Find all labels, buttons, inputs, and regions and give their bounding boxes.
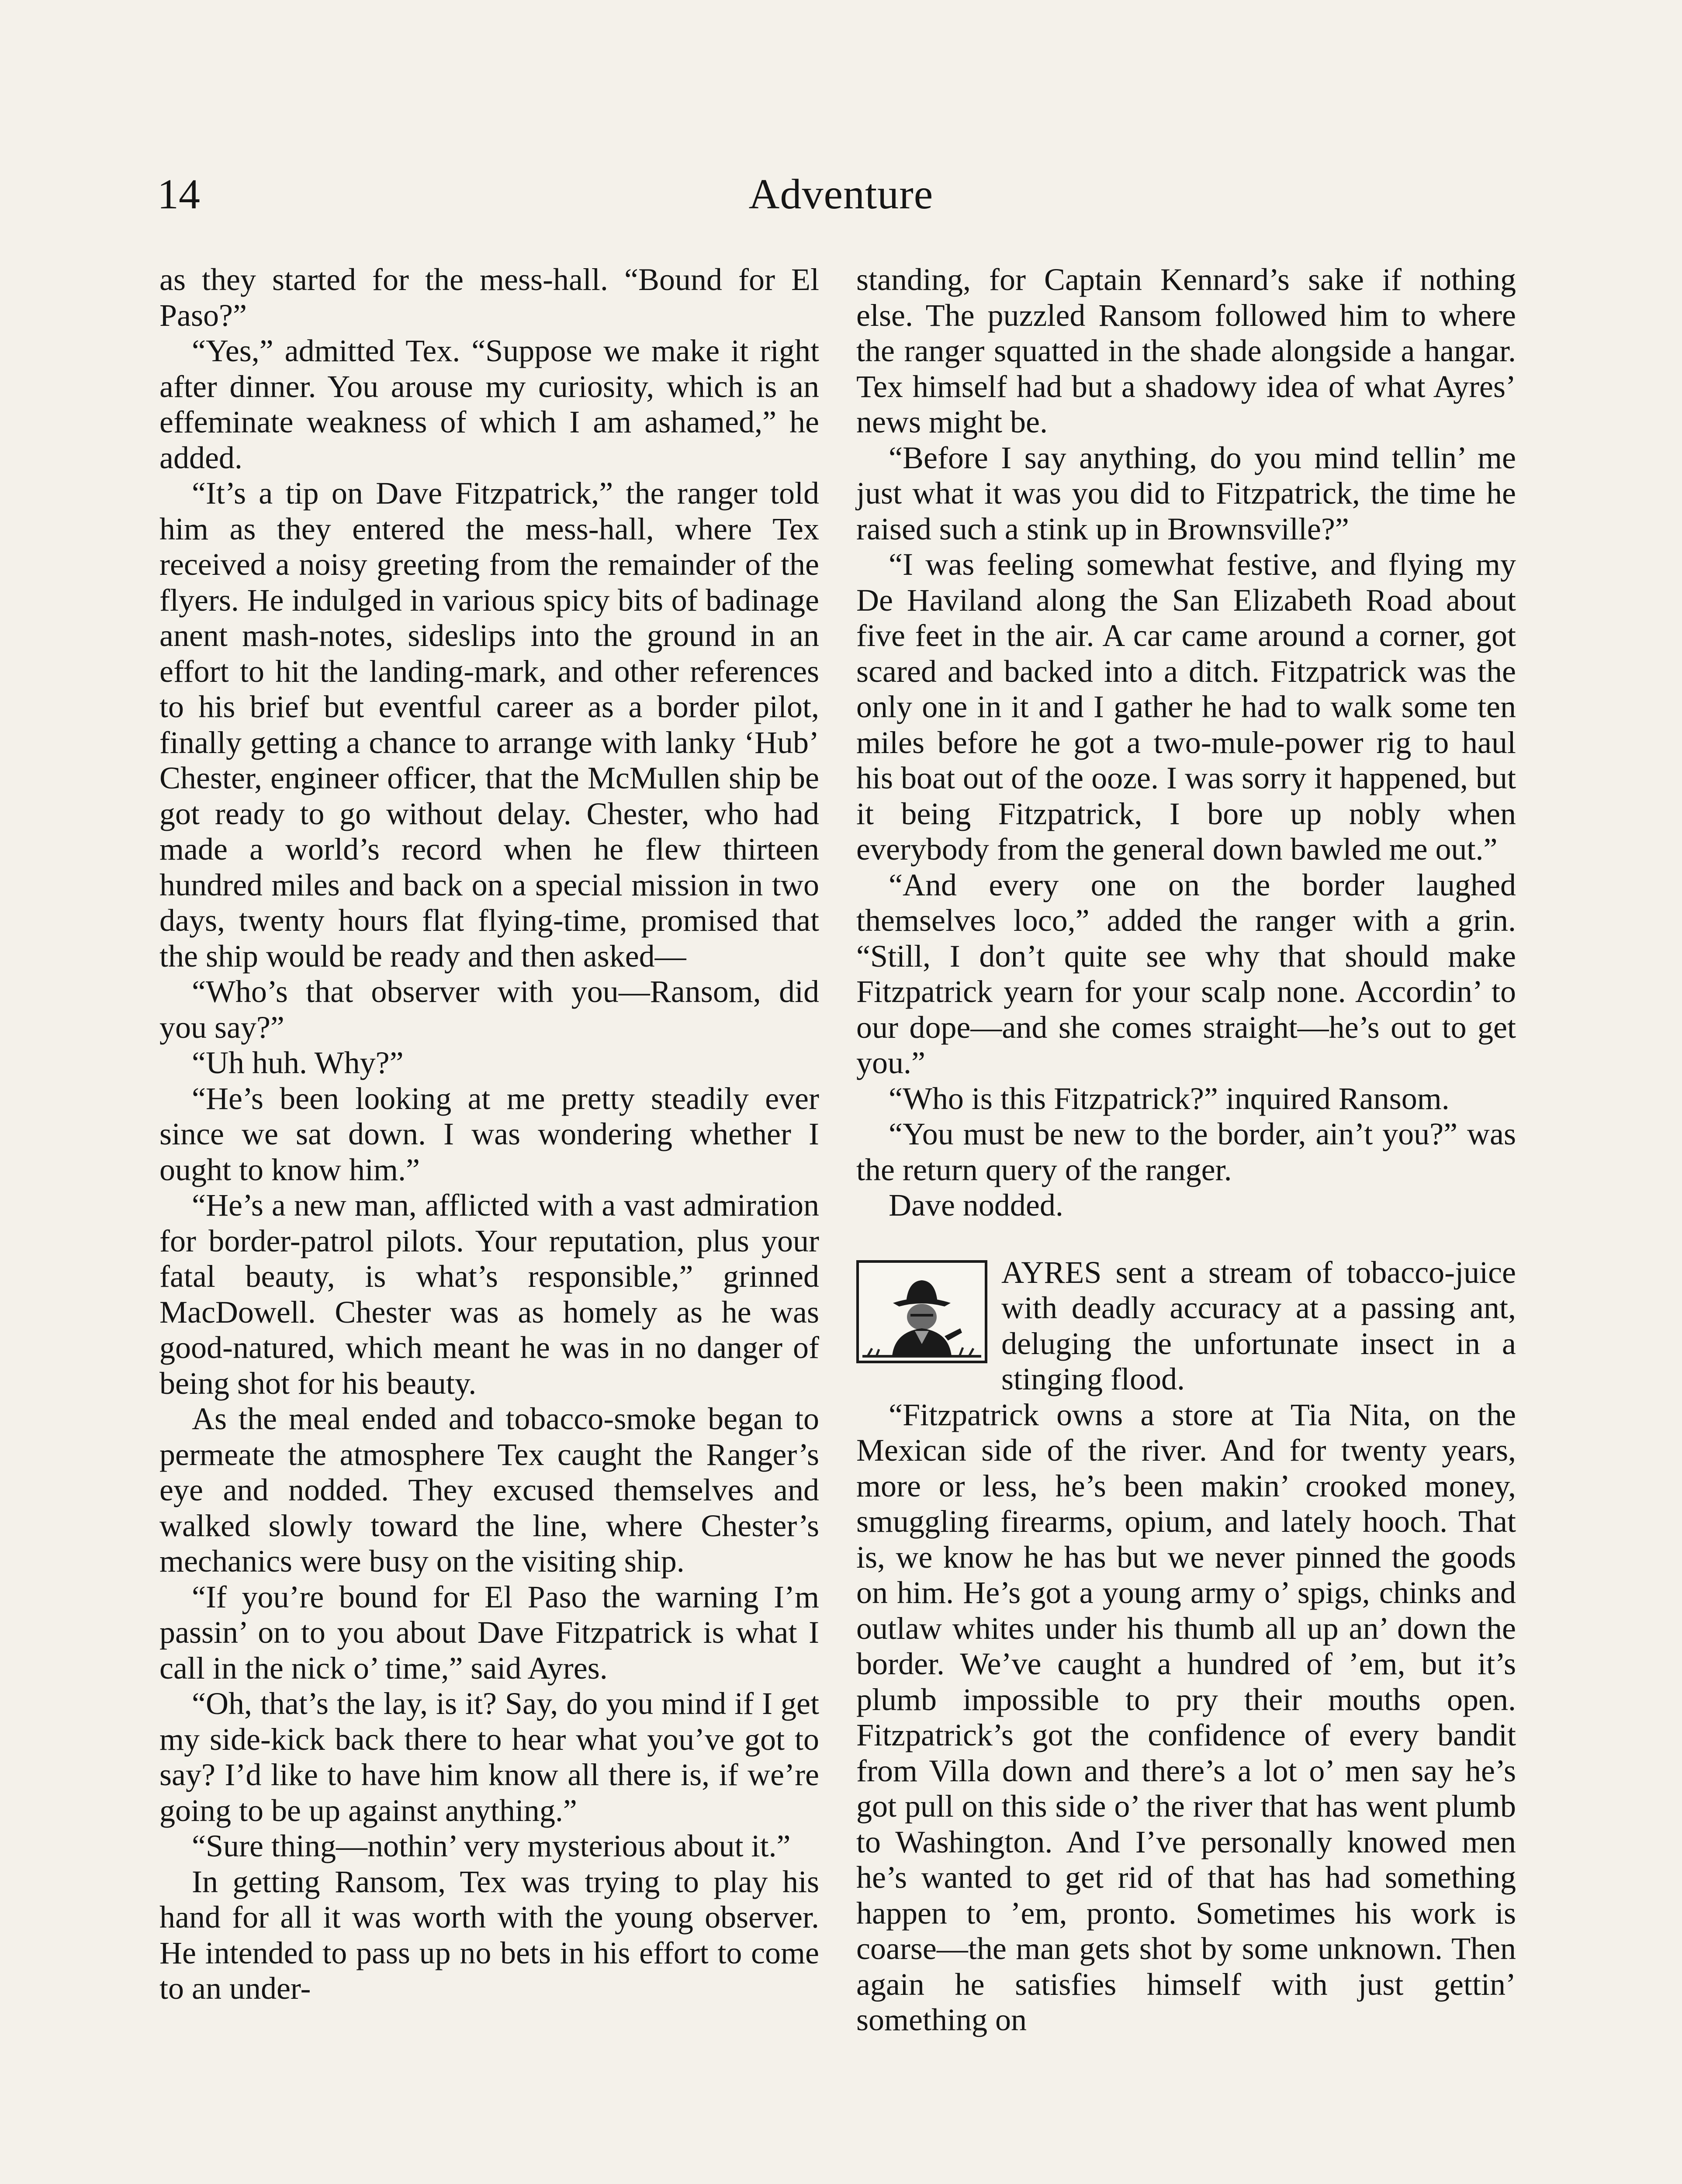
paragraph: “You must be new to the border, ain’t you?” was the return query of the ranger. [856, 1116, 1516, 1187]
paragraph: “I was feeling somewhat festive, and flying my De Haviland along the San Elizabeth Road about five feet in the air. A car came around a corner, got scared and backed into a ditch. Fitzpatrick was the only one in it and I gather he had to walk some ten miles before he got a two-mule-power rig to haul his boat out of the ooze. I was sorry it happened, but it being Fitzpatrick, I bore up nobly when everybody from the general down bawled me out.” [856, 547, 1516, 867]
paragraph: AYRES sent a stream of tobacco-juice with deadly accuracy at a passing ant, deluging the unfortunate insect in a stinging flood. [1001, 1254, 1516, 1396]
cowboy-illustration-icon [856, 1260, 987, 1363]
paragraph: “Who is this Fitzpatrick?” inquired Ransom. [889, 1081, 1450, 1116]
page-number: 14 [157, 171, 200, 218]
paragraph: “If you’re bound for El Paso the warning I’m passin’ on to you about Dave Fitzpatrick is what I call in the nick o’ time,” said Ayres. [159, 1579, 819, 1686]
paragraph: “Before I say anything, do you mind tellin’ me just what it was you did to Fitzpatrick, the time he raised such a stink up in Brownsville?” [856, 440, 1516, 546]
paragraph: “Uh huh. Why?” [192, 1045, 404, 1080]
paragraph: “He’s a new man, afflicted with a vast admiration for border-patrol pilots. Your reputation, plus your fatal beauty, is what’s responsible,” grinned MacDowell. Chester was as homely as he was good-natured, which meant he was in no danger of being shot for his beauty. [159, 1188, 819, 1401]
page-header [157, 166, 1525, 232]
paragraph: as they started for the mess-hall. “Bound for El Paso?” [159, 262, 819, 333]
paragraph: “It’s a tip on Dave Fitzpatrick,” the ranger told him as they entered the mess-hall, where Tex received a noisy greeting from the remainder of the flyers. He indulged in various spicy bits of badinage anent mash-notes, sideslips into the ground in an effort to hit the landing-mark, and other references to his brief but eventful career as a border pilot, finally getting a chance to arrange with lanky ‘Hub’ Chester, engineer officer, that the McMullen ship be got ready to go without delay. Chester, who had made a world’s record when he flew thirteen hundred miles and back on a special mission in two days, twenty hours flat flying-time, promised that the ship would be ready and then asked— [159, 476, 819, 974]
section-break [856, 1223, 1516, 1255]
paragraph: “Who’s that observer with you—Ransom, did you say?” [159, 974, 819, 1045]
paragraph: Dave nodded. [889, 1188, 1063, 1223]
running-title: Adventure [748, 171, 934, 218]
paragraph: “He’s been looking at me pretty steadily ever since we sat down. I was wondering whether I ought to know him.” [159, 1081, 819, 1187]
paragraph: “Sure thing—nothin’ very mysterious about it.” [192, 1828, 791, 1863]
paragraph: As the meal ended and tobacco-smoke began to permeate the atmosphere Tex caught the Ranger’s eye and nodded. They excused themselves and walked slowly toward the line, where Chester’s mechanics were busy on the visiting ship. [159, 1401, 819, 1579]
paragraph: In getting Ransom, Tex was trying to play his hand for all it was worth with the young observer. He intended to pass up no bets in his effort to come to an under- [159, 1864, 819, 2006]
paragraph: “Yes,” admitted Tex. “Suppose we make it right after dinner. You arouse my curiosity, which is an effeminate weakness of which I am ashamed,” he added. [159, 333, 819, 475]
left-column [159, 262, 819, 2007]
paragraph: “Oh, that’s the lay, is it? Say, do you mind if I get my side-kick back there to hear what you’ve got to say? I’d like to have him know all there is, if we’re going to be up against anything.” [159, 1686, 819, 1828]
paragraph: “And every one on the border laughed themselves loco,” added the ranger with a grin. “Still, I don’t quite see why that should make Fitzpatrick yearn for your scalp none. Accordin’ to our dope—and she comes straight—he’s out to get you.” [856, 867, 1516, 1080]
paragraph: standing, for Captain Kennard’s sake if nothing else. The puzzled Ransom followed him to where the ranger squatted in the shade alongside a hangar. Tex himself had but a shadowy idea of what Ayres’ news might be. [856, 262, 1516, 439]
paragraph: “Fitzpatrick owns a store at Tia Nita, on the Mexican side of the river. And for twenty years, more or less, he’s been makin’ crooked money, smuggling firearms, opium, and lately hooch. That is, we know he has but we never pinned the goods on him. He’s got a young army o’ spigs, chinks and outlaw whites under his thumb all up an’ down the border. We’ve caught a hundred of ’em, but it’s plumb impossible to pry their mouths open. Fitzpatrick’s got the confidence of every bandit from Villa down and there’s a lot o’ men say he’s got pull on this side o’ the river that has went plumb to Washington. And I’ve personally knowed men he’s wanted to get rid of that has had something happen to ’em, pronto. Sometimes his work is coarse—the man gets shot by some unknown. Then again he satisfies himself with just gettin’ something on [856, 1397, 1516, 2037]
right-column [856, 262, 1516, 2038]
